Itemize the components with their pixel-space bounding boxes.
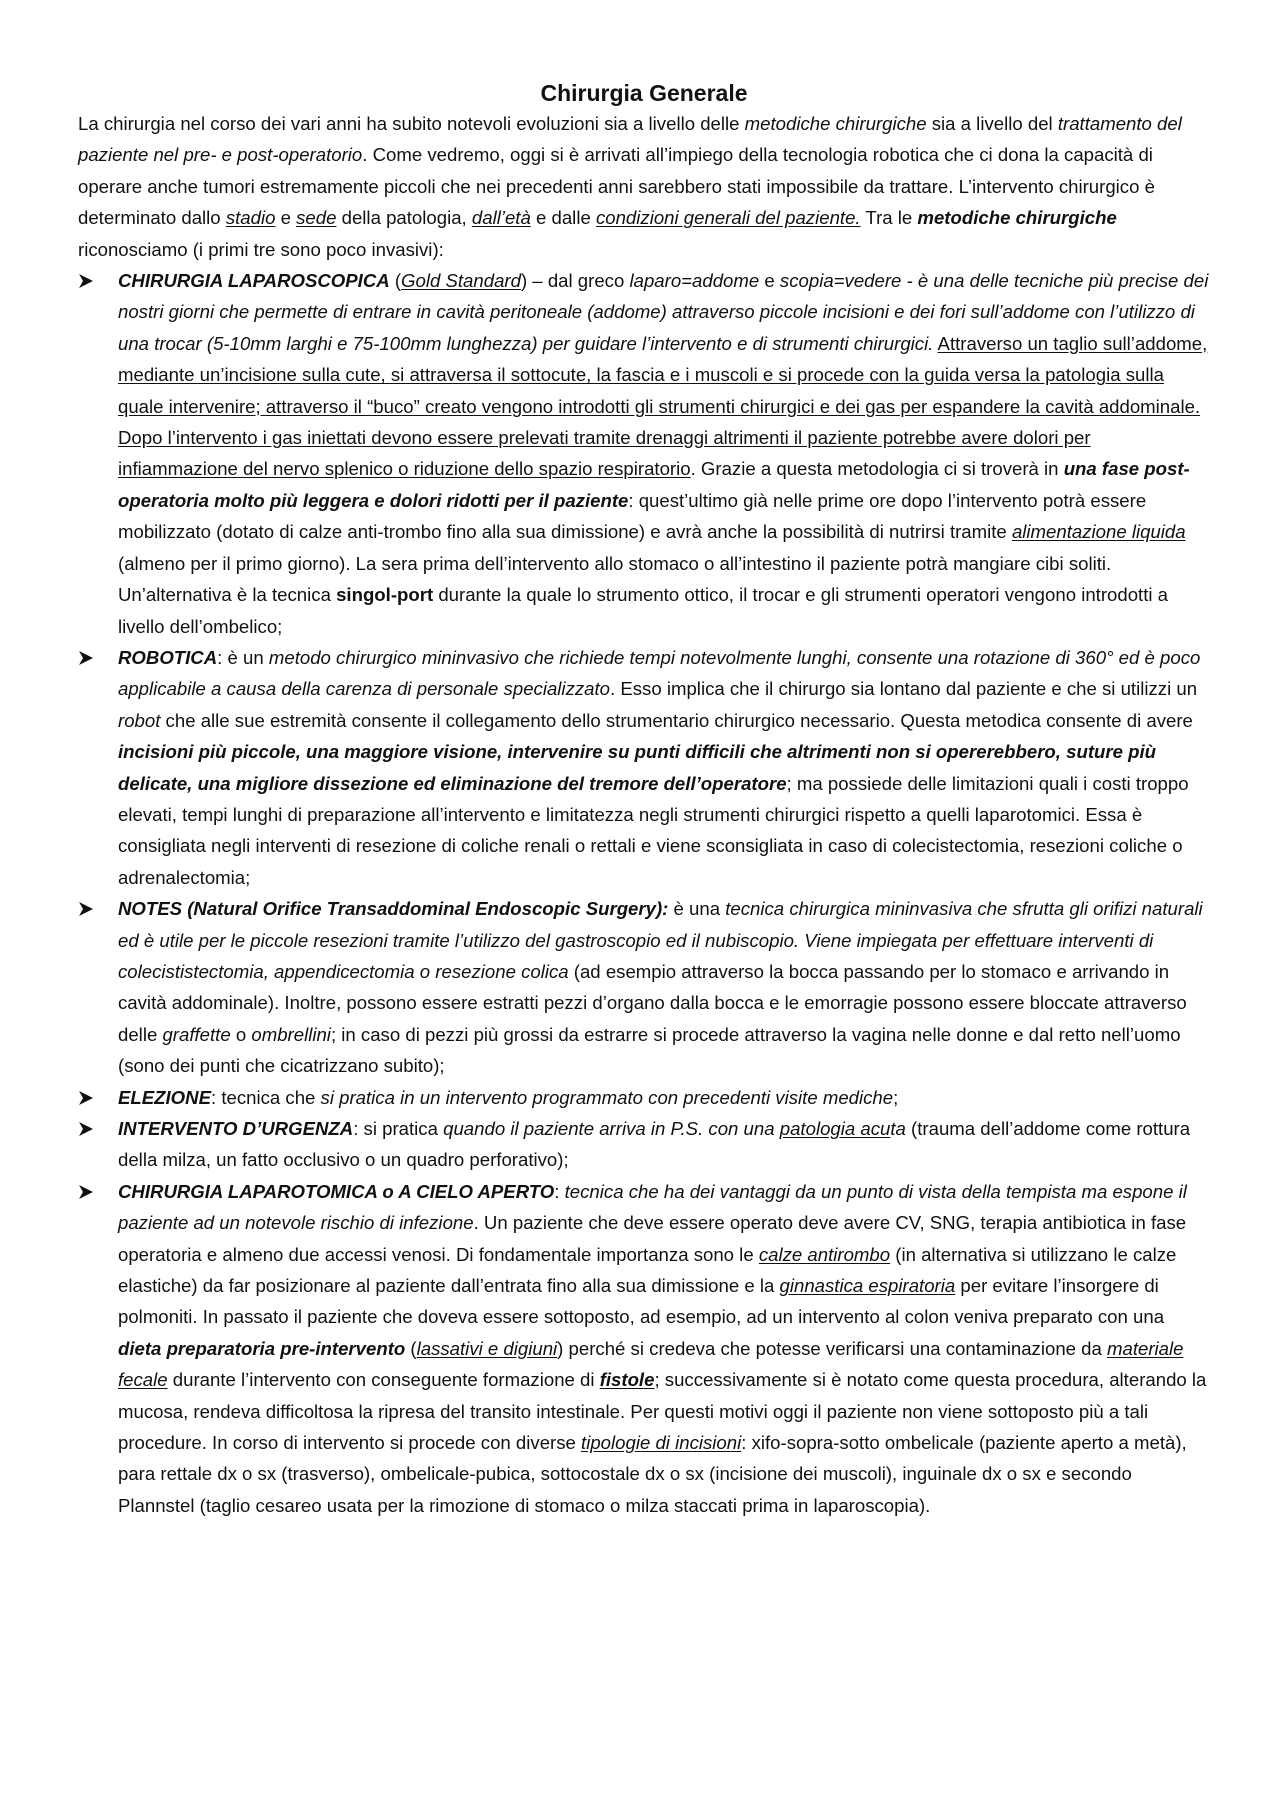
- intro-text: stadio: [225, 207, 276, 229]
- list-item-text: ) – dal greco: [520, 270, 630, 292]
- arrow-bullet-icon: [78, 901, 94, 917]
- intro-text: dall’età: [471, 207, 531, 229]
- list-item-text: ;: [893, 1086, 899, 1108]
- list-item-text: ROBOTICA: [118, 646, 218, 668]
- intro-text: riconosciamo (i primi tre sono poco invasivi):: [78, 238, 444, 260]
- list-item-text: fistole: [599, 1369, 655, 1391]
- intro-paragraph: [78, 108, 1210, 265]
- list-item-text: Attraverso un taglio sull’addome, mediante un’incisione sulla cute, si attraversa il sottocute, la fascia e i muscoli e si procede con la guida versa la patologia sulla quale intervenire; attraverso il “buco” creato vengono introdotti gli strumenti chirurgici e dei gas per espandere la cavità addominale. Dopo l’intervento i gas iniettati devono essere prelevati tramite drenaggi altrimenti il paziente potrebbe avere dolori per infiammazione del nervo splenico o riduzione dello spazio respiratorio: [118, 332, 1208, 480]
- arrow-bullet-icon: [78, 1184, 94, 1200]
- list-item-text: : è un: [217, 646, 269, 668]
- arrow-bullet-icon: [78, 1090, 94, 1106]
- list-item-text: : si pratica: [353, 1118, 444, 1139]
- intro-text: trattamento del paziente nel pre- e post-operatorio: [78, 113, 1182, 166]
- list-item-text: che alle sue estremità consente il collegamento dello strumentario chirurgico necessario. Questa metodica consente di avere: [160, 709, 1193, 731]
- list-item-text: . Esso implica che il chirurgo sia lontano dal paziente e che si utilizzi un: [610, 678, 1198, 700]
- document-page: [78, 78, 1210, 1521]
- list-item-text: ta: [890, 1118, 906, 1139]
- intro-text: La chirurgia nel corso dei vari anni ha subito notevoli evoluzioni sia a livello delle: [78, 113, 745, 134]
- list-item-text: scopia=vedere - è una delle tecniche più precise dei nostri giorni che permette di entrare in cavità peritoneale (addome) attraverso piccole incisioni e dei fori sull’addome con l’utilizzo di una trocar (5-10mm larghi e 75-100mm lunghezza) per guidare l’intervento e di strumenti chirurgici.: [118, 270, 1209, 354]
- list-item-text: CHIRURGIA LAPAROSCOPICA: [118, 270, 390, 292]
- list-item-text: laparo=addome: [629, 270, 760, 292]
- list-item-text: durante la quale lo strumento ottico, il trocar e gli strumenti operatori vengono introdotti a livello dell’ombelico;: [118, 584, 1169, 637]
- intro-text: e dalle: [530, 207, 596, 229]
- arrow-bullet-icon: [78, 1121, 94, 1137]
- list-item-text: ) perché si credeva che potesse verificarsi una contaminazione da: [557, 1337, 1108, 1359]
- intro-text: sede: [296, 207, 337, 229]
- list-item-text: graffette: [162, 1023, 231, 1045]
- list-item-text: singol-port: [336, 584, 434, 606]
- intro-text: metodiche chirurgiche: [744, 113, 927, 134]
- list-item-text: lassativi e digiuni: [416, 1337, 558, 1359]
- list-item-text: calze antirombo: [758, 1243, 891, 1265]
- list-item-text: ELEZIONE: [118, 1086, 211, 1108]
- list-item-text: tecnica chirurgica mininvasiva che sfrutta gli orifizi naturali ed è utile per le piccole resezioni tramite l’utilizzo del gastroscopio ed il nubiscopio. Viene impiegata per effettuare interventi di colecististectomia, appendicectomia o resezione colica: [118, 898, 1203, 982]
- list-item-notes: [78, 893, 1210, 1081]
- list-item-laparoscopica: [78, 265, 1210, 642]
- list-item-text: metodo chirurgico mininvasivo che richiede tempi notevolmente lunghi, consente una rotazione di 360° ed è poco applicabile a causa della carenza di personale specializzato: [118, 646, 1201, 700]
- list-item-text: e: [759, 270, 780, 292]
- intro-text: condizioni generali del paziente.: [595, 207, 861, 229]
- list-item-text: tecnica che ha dei vantaggi da un punto di vista della tempista ma espone il paziente ad un notevole rischio di infezione: [118, 1180, 1187, 1234]
- list-item-text: . Grazie a questa metodologia ci si troverà in: [690, 458, 1064, 480]
- intro-text: Tra le: [860, 207, 918, 229]
- list-item-text: (trauma dell’addome come rottura della milza, un fatto occlusivo o un quadro perforativo);: [118, 1118, 1191, 1171]
- list-item-text: incisioni più piccole, una maggiore visione, intervenire su punti difficili che altrimenti non si opererebbero, suture più delicate, una migliore dissezione ed eliminazione del tremore dell’operatore: [118, 741, 1156, 794]
- method-list: [78, 265, 1210, 1521]
- list-item-text: è una: [668, 898, 726, 920]
- intro-text: e: [275, 207, 297, 229]
- list-item-text: una fase post-operatoria molto più leggera e dolori ridotti per il paziente: [118, 458, 1190, 511]
- list-item-text: INTERVENTO D’URGENZA: [118, 1118, 354, 1139]
- arrow-bullet-icon: [78, 650, 94, 666]
- list-item-urgenza: [78, 1113, 1210, 1176]
- list-item-elezione: [78, 1082, 1210, 1113]
- list-item-text: (ad esempio attraverso la bocca passando per lo stomaco e arrivando in cavità addominale). Inoltre, possono essere estratti pezzi d’organo dalla bocca e le emorragie possono essere bloccate attraverso delle: [118, 960, 1187, 1045]
- arrow-bullet-icon: [78, 273, 94, 289]
- list-item-text: ginnastica espiratoria: [779, 1275, 956, 1297]
- list-item-robotica: [78, 642, 1210, 893]
- list-item-text: patologia acu: [779, 1118, 891, 1139]
- list-item-text: : tecnica che: [210, 1086, 321, 1108]
- list-item-text: o: [230, 1023, 252, 1045]
- list-item-text: (in alternativa si utilizzano le calze elastiche) da far posizionare al paziente dall’entrata fino alla sua dimissione e la: [118, 1243, 1177, 1297]
- list-item-text: materiale fecale: [118, 1337, 1184, 1391]
- list-item-text: : quest’ultimo già nelle prime ore dopo l’intervento potrà essere mobilizzato (dotato di calze anti-trombo fino alla sua dimissione) e avrà anche la possibilità di nutrirsi tramite: [118, 489, 1147, 543]
- list-item-text: . Un paziente che deve essere operato deve avere CV, SNG, terapia antibiotica in fase operatoria e almeno due accessi venosi. Di fondamentale importanza sono le: [118, 1212, 1187, 1265]
- intro-text: . Come vedremo, oggi si è arrivati all’impiego della tecnologia robotica che ci dona la capacità di operare anche tumori estremamente piccoli che nei precedenti anni sarebbero stati impossibile da trattare. L’intervento chirurgico è determinato dallo: [78, 144, 1155, 229]
- list-item-text: durante l’intervento con conseguente formazione di: [167, 1369, 600, 1391]
- list-item-laparotomica: [78, 1176, 1210, 1521]
- intro-text: metodiche chirurgiche: [917, 207, 1117, 229]
- list-item-text: NOTES (Natural Orifice Transaddominal Endoscopic Surgery):: [118, 898, 669, 920]
- list-item-text: (almeno per il primo giorno). La sera prima dell’intervento allo stomaco o all’intestino il paziente potrà mangiare cibi soliti. Un’alternativa è la tecnica: [118, 552, 1112, 606]
- list-item-text: ; successivamente si è notato come questa procedura, alterando la mucosa, rendeva difficoltosa la ripresa del transito intestinale. Per questi motivi oggi il paziente non viene sottoposto più a tali procedure. In corso di intervento si procede con diverse: [118, 1369, 1207, 1454]
- list-item-text: (: [405, 1337, 417, 1359]
- list-item-text: si pratica in un intervento programmato con precedenti visite mediche: [320, 1086, 894, 1108]
- list-item-text: Gold Standard: [401, 270, 521, 292]
- list-item-text: ombrellini: [251, 1023, 331, 1045]
- list-item-text: :: [554, 1180, 565, 1202]
- intro-text: sia a livello del: [926, 113, 1058, 134]
- list-item-text: tipologie di incisioni: [581, 1432, 742, 1454]
- page-title: Chirurgia Generale: [540, 80, 748, 106]
- list-item-text: ; in caso di pezzi più grossi da estrarre si procede attraverso la vagina nelle donne e dal retto nell’uomo (sono dei punti che cicatrizzano subito);: [118, 1023, 1181, 1077]
- list-item-text: : xifo-sopra-sotto ombelicale (paziente aperto a metà), para rettale dx o sx (trasverso), ombelicale-pubica, sottocostale dx o sx (incisione dei muscoli), inguinale dx o sx e secondo Plannstel (taglio cesareo usata per la rimozione di stomaco o milza staccati prima in laparoscopia).: [118, 1432, 1187, 1516]
- list-item-text: robot: [118, 709, 161, 731]
- list-item-text: ; ma possiede delle limitazioni quali i costi troppo elevati, tempi lunghi di preparazione all’intervento e limitatezza negli strumenti chirurgici rispetto a quelli laparotomici. Essa è consigliata negli interventi di resezione di coliche renali o rettali e viene sconsigliata in caso di colecistectomia, resezioni coliche o adrenalectomia;: [118, 772, 1189, 888]
- list-item-text: quando il paziente arriva in P.S. con una: [443, 1118, 780, 1139]
- intro-text: della patologia,: [336, 207, 472, 229]
- list-item-text: (: [389, 270, 402, 292]
- list-item-text: dieta preparatoria pre-intervento: [118, 1337, 406, 1359]
- list-item-text: CHIRURGIA LAPAROTOMICA o A CIELO APERTO: [118, 1180, 555, 1202]
- list-item-text: alimentazione liquida: [1011, 521, 1186, 543]
- list-item-text: per evitare l’insorgere di polmoniti. In passato il paziente che doveva essere sottoposto, ad esempio, ad un intervento al colon veniva preparato con una: [118, 1275, 1165, 1328]
